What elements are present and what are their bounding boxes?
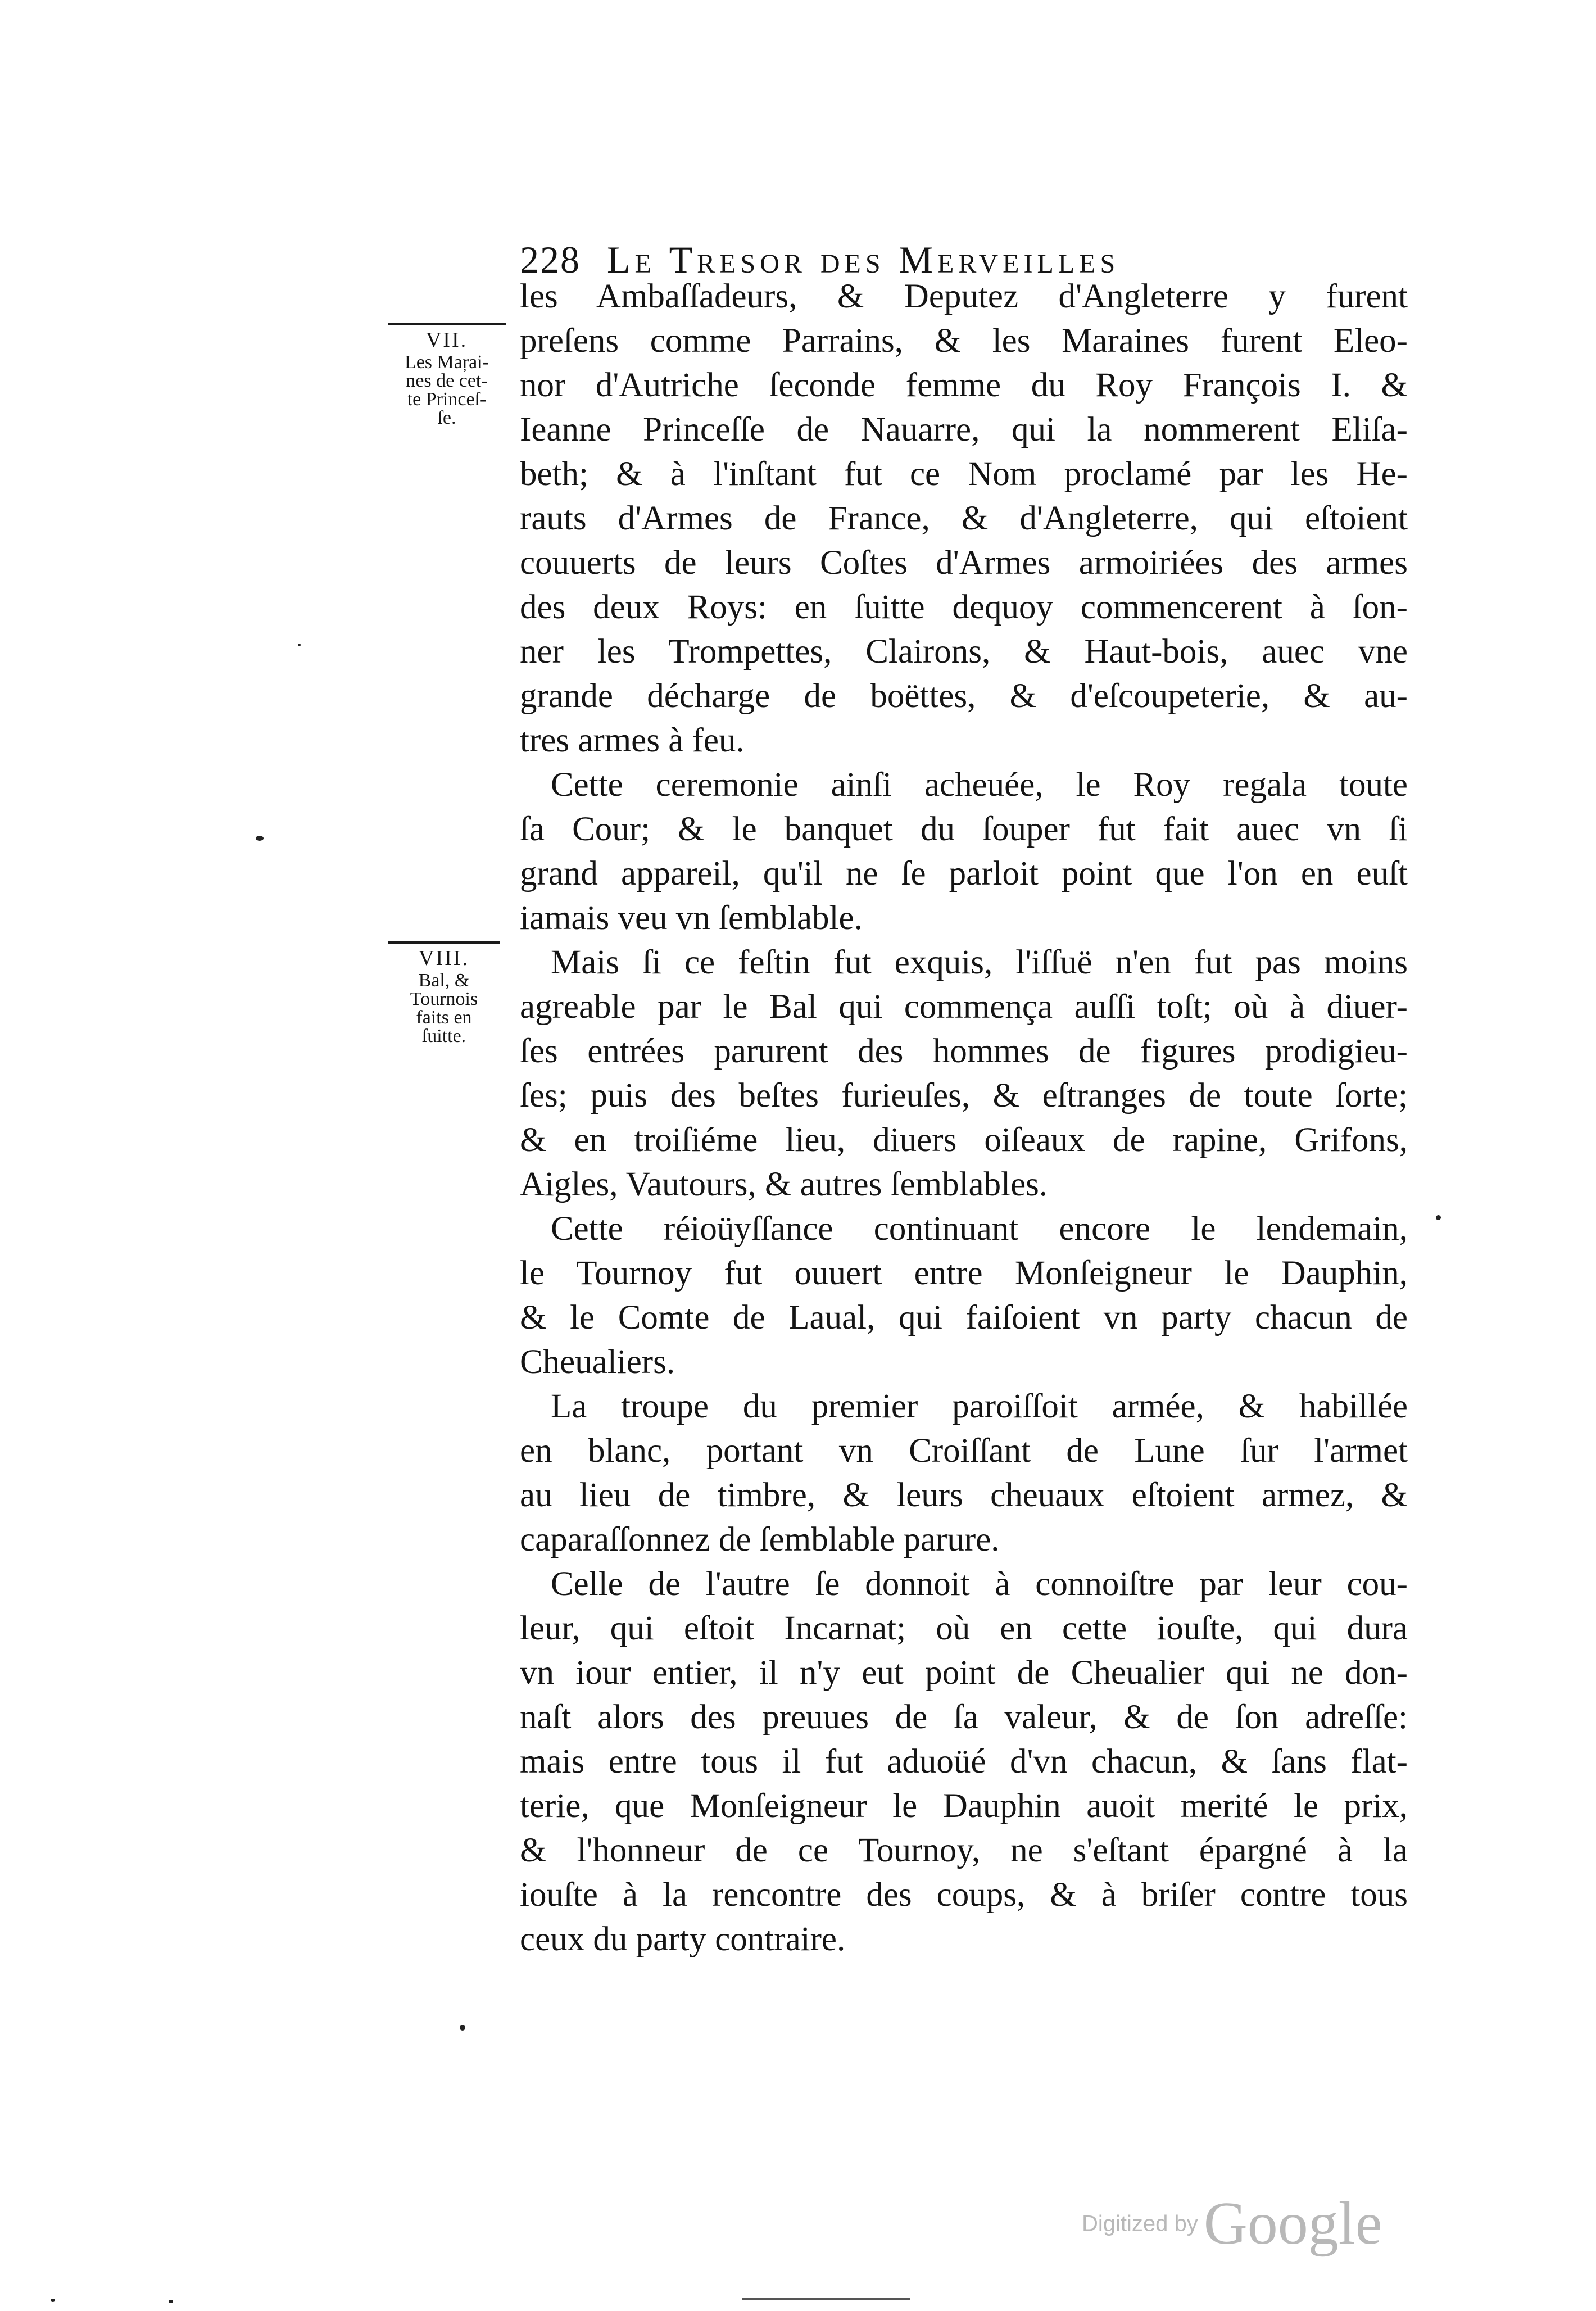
margin-note-line: ſuitte. (421, 1026, 466, 1046)
bottom-edge-rule (742, 2298, 910, 2300)
text-line: ceux du party contraire. (520, 1920, 846, 1958)
text-line: & en troiſiéme lieu, diuers oiſeaux de rapine, Grifons, (520, 1121, 1408, 1159)
text-line: La troupe du premier paroiſſoit armée, & habillée (551, 1388, 1408, 1425)
text-line: leur, qui eſtoit Incarnat; où en cette iouſte, qui dura (520, 1610, 1408, 1647)
margin-note-rule (388, 941, 500, 944)
text-line: nor d'Autriche ſeconde femme du Roy François I. & (520, 366, 1408, 404)
margin-note-numeral: VIII. (419, 946, 469, 970)
text-line: ner les Trompettes, Clairons, & Haut-bois, auec vne (520, 633, 1408, 670)
text-line: & l'honneur de ce Tournoy, ne s'eſtant épargné à la (520, 1832, 1408, 1869)
page-number: 228 (520, 238, 581, 281)
margin-note-line: ſe. (437, 407, 456, 428)
text-line: le Tournoy fut ouuert entre Monſeigneur le Dauphin, (520, 1254, 1408, 1292)
margin-note-line: faits en (416, 1007, 472, 1028)
text-line: agreable par le Bal qui commença auſſi toſt; où à diuer- (520, 988, 1408, 1026)
margin-note-vii (388, 323, 506, 427)
text-line: Celle de l'autre ſe donnoit à connoiſtre par leur cou- (551, 1565, 1408, 1603)
margin-note-rule (388, 323, 506, 325)
margin-note-viii (388, 941, 500, 1045)
watermark-brand: Google (1203, 2190, 1382, 2257)
text-line: Mais ſi ce feſtin fut exquis, l'iſſuë n'en fut pas moins (551, 944, 1408, 981)
margin-note-line: nes de cet- (406, 370, 488, 391)
text-line: vn iour entier, il n'y eut point de Cheualier qui ne don- (520, 1654, 1408, 1692)
digitized-watermark (1082, 2189, 1382, 2259)
text-line: terie, que Monſeigneur le Dauphin auoit merité le prix, (520, 1787, 1408, 1825)
text-line: couuerts de leurs Coſtes d'Armes armoiriées des armes (520, 544, 1408, 582)
text-line: grande décharge de boëttes, & d'eſcoupeterie, & au- (520, 677, 1408, 715)
text-line: naſt alors des preuues de ſa valeur, & de ſon adreſſe: (520, 1698, 1408, 1736)
margin-note-line: te Princeſ- (407, 389, 487, 410)
ink-speck (460, 2025, 465, 2031)
ink-speck (298, 644, 301, 646)
text-line: des deux Roys: en ſuitte dequoy commencerent à ſon- (520, 588, 1408, 626)
text-line: Cheualiers. (520, 1343, 675, 1381)
text-line: rauts d'Armes de France, & d'Angleterre, qui eſtoient (520, 500, 1408, 537)
ink-speck (169, 2300, 173, 2303)
watermark-prefix: Digitized by (1082, 2211, 1198, 2236)
text-line: beth; & à l'inſtant fut ce Nom proclamé par les He- (520, 455, 1408, 493)
text-line: caparaſſonnez de ſemblable parure. (520, 1521, 1000, 1558)
margin-note-numeral: VII. (425, 328, 468, 352)
ink-speck (256, 836, 264, 841)
text-line: iamais veu vn ſemblable. (520, 899, 863, 937)
margin-note-line: Les Maŗai- (404, 352, 489, 373)
margin-note-line: Tournois (410, 989, 478, 1009)
text-line: Cette ceremonie ainſi acheuée, le Roy regala toute (551, 766, 1408, 804)
text-line: ſa Cour; & le banquet du ſouper fut fait auec vn ſi (520, 810, 1408, 848)
text-line: tres armes à feu. (520, 722, 745, 759)
text-line: les Ambaſſadeurs, & Deputez d'Angleterre y furent (520, 278, 1408, 315)
body-text (520, 274, 1408, 1961)
text-line: grand appareil, qu'il ne ſe parloit point que l'on en euſt (520, 855, 1408, 892)
ink-speck (51, 2299, 55, 2302)
running-title: Le Tresor des Merveilles (607, 238, 1120, 281)
text-line: au lieu de timbre, & leurs cheuaux eſtoient armez, & (520, 1476, 1408, 1514)
text-line: Cette réioüyſſance continuant encore le lendemain, (551, 1210, 1408, 1248)
ink-speck (1436, 1215, 1441, 1220)
text-line: Aigles, Vautours, & autres ſemblables. (520, 1166, 1048, 1203)
text-line: preſens comme Parrains, & les Maraines furent Eleo- (520, 322, 1408, 360)
margin-note-line: Bal, & (418, 970, 470, 991)
text-line: ſes entrées parurent des hommes de figures prodigieu- (520, 1032, 1408, 1070)
text-line: Ieanne Princeſſe de Nauarre, qui la nommerent Eliſa- (520, 411, 1408, 448)
text-line: iouſte à la rencontre des coups, & à briſer contre tous (520, 1876, 1408, 1914)
text-line: & le Comte de Laual, qui faiſoient vn party chacun de (520, 1299, 1408, 1336)
text-line: en blanc, portant vn Croiſſant de Lune ſur l'armet (520, 1432, 1408, 1470)
text-line: ſes; puis des beſtes furieuſes, & eſtranges de toute ſorte; (520, 1077, 1408, 1114)
text-line: mais entre tous il fut aduoüé d'vn chacun, & ſans flat- (520, 1743, 1408, 1780)
